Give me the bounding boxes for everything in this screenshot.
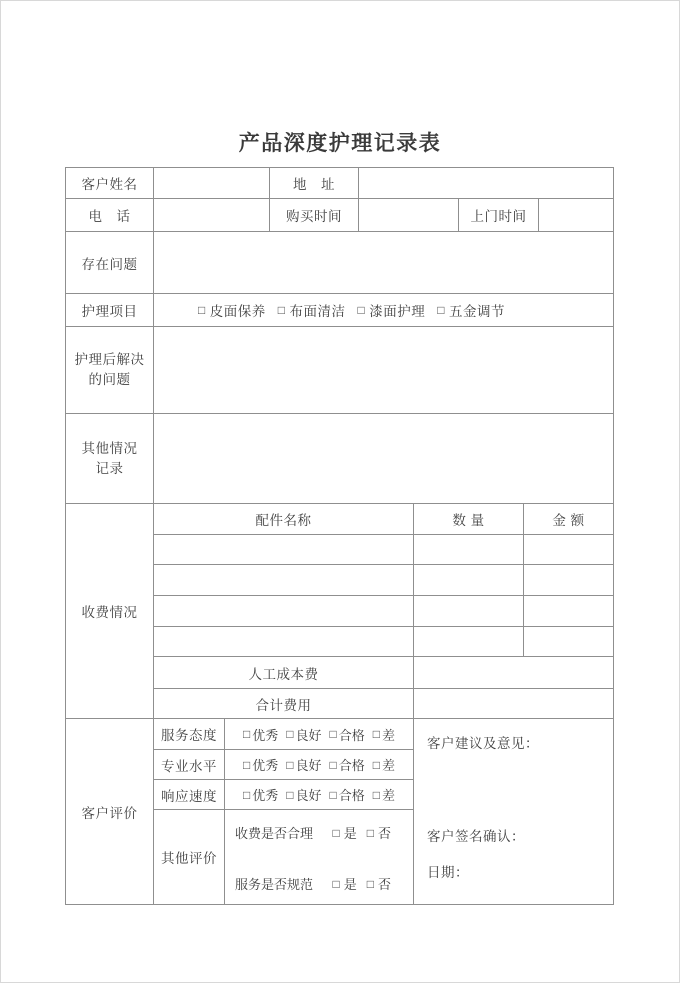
checkbox-icon: □ (357, 303, 366, 317)
care-item-option-label: 布面清洁 (289, 304, 346, 319)
part-qty-cell (414, 535, 524, 565)
eval-option: □ 良好 (286, 727, 322, 743)
eval-criterion-label: 服务态度 (154, 719, 225, 750)
part-name-cell (154, 535, 414, 565)
other-records-label: 其他情况 记录 (66, 414, 154, 504)
checkbox-icon: □ (372, 727, 381, 741)
yes-label: 是 (343, 826, 357, 841)
no-label: 否 (377, 826, 391, 841)
checkbox-icon: □ (332, 876, 340, 891)
parts-row (154, 565, 614, 596)
address-label: 地 址 (270, 168, 359, 199)
eval-criterion-label: 响应速度 (154, 780, 225, 810)
no-label: 否 (377, 877, 391, 892)
eval-options (225, 750, 414, 780)
purchase-time-field (359, 199, 459, 232)
care-item-option-label: 漆面护理 (369, 304, 426, 319)
part-name-cell (154, 565, 414, 596)
phone-label: 电 话 (66, 199, 154, 232)
customer-name-label: 客户姓名 (66, 168, 154, 199)
total-cost-label: 合计费用 (154, 689, 414, 719)
parts-row (154, 596, 614, 627)
eval-option: □ 良好 (286, 757, 322, 773)
labor-cost-label: 人工成本费 (154, 657, 414, 689)
part-qty-cell (414, 627, 524, 657)
care-item-option (437, 300, 505, 320)
form-title: 产品深度护理记录表 (238, 132, 442, 155)
checkbox-icon: □ (366, 876, 374, 891)
eval-row-response-speed (154, 780, 414, 810)
purchase-time-label: 购买时间 (270, 199, 359, 232)
other-records-row (66, 414, 614, 504)
service-standard-options (332, 874, 391, 893)
checkbox-icon: □ (372, 787, 381, 802)
part-qty-cell (414, 565, 524, 596)
charges-label: 收费情况 (66, 504, 154, 719)
service-standard-question: 服务是否规范 (235, 877, 314, 892)
part-name-cell (154, 627, 414, 657)
solved-problems-row (66, 327, 614, 414)
evaluation-label: 客户评价 (66, 719, 154, 905)
labor-cost-row (154, 657, 614, 689)
solved-problems-label: 护理后解决 的问题 (66, 327, 154, 414)
eval-row-professional-level (154, 750, 414, 780)
eval-option: □ 合格 (329, 727, 365, 743)
header-row-1 (66, 168, 614, 199)
care-item-option (358, 300, 426, 320)
evaluation-subtable (154, 719, 414, 905)
customer-name-field (154, 168, 270, 199)
checkbox-icon: □ (242, 787, 251, 802)
amount-header: 金 额 (524, 504, 614, 535)
service-standard-line (235, 874, 391, 893)
checkbox-icon: □ (329, 727, 337, 741)
fee-reasonable-question: 收费是否合理 (235, 826, 314, 841)
part-amount-cell (524, 627, 614, 657)
parts-row (154, 627, 614, 657)
checkbox-icon: □ (242, 727, 251, 741)
fee-reasonable-line (235, 823, 391, 842)
eval-option: □ 合格 (329, 757, 365, 773)
visit-time-label: 上门时间 (459, 199, 539, 232)
checkbox-icon: □ (372, 757, 381, 772)
checkbox-icon: □ (329, 757, 337, 772)
eval-criterion-label: 专业水平 (154, 750, 225, 780)
suggestions-label: 客户建议及意见： (427, 736, 539, 751)
eval-option: □ 合格 (329, 787, 365, 803)
part-amount-cell (524, 535, 614, 565)
care-items-options (154, 294, 614, 327)
date-label: 日期： (427, 865, 469, 880)
evaluation-section (66, 719, 614, 905)
checkbox-icon: □ (332, 825, 340, 840)
care-item-option (278, 300, 346, 320)
eval-option: □ 优秀 (242, 757, 279, 773)
care-item-option (198, 300, 266, 320)
existing-problems-row (66, 232, 614, 294)
care-items-row (66, 294, 614, 327)
eval-row-service-attitude (154, 719, 414, 750)
care-item-option-label: 五金调节 (449, 304, 505, 319)
suggestions-signature-cell (414, 719, 614, 905)
eval-options (225, 780, 414, 810)
checkbox-icon: □ (286, 787, 294, 802)
part-amount-cell (524, 565, 614, 596)
form-table (65, 167, 614, 905)
care-items-label: 护理项目 (66, 294, 154, 327)
checkbox-icon: □ (286, 727, 294, 741)
total-cost-row (154, 689, 614, 719)
visit-time-field (539, 199, 614, 232)
checkbox-icon: □ (277, 303, 286, 317)
eval-option: □ 优秀 (242, 787, 279, 803)
eval-option: □ 良好 (286, 787, 322, 803)
signature-label: 客户签名确认： (427, 829, 525, 844)
charges-section (66, 504, 614, 719)
existing-problems-label: 存在问题 (66, 232, 154, 294)
checkbox-icon: □ (198, 303, 206, 317)
total-cost-field (414, 689, 614, 719)
part-name-header: 配件名称 (154, 504, 414, 535)
existing-problems-field (154, 232, 614, 294)
yes-label: 是 (343, 877, 357, 892)
header-row-2 (66, 199, 614, 232)
labor-cost-field (414, 657, 614, 689)
checkbox-icon: □ (242, 757, 251, 772)
phone-field (154, 199, 270, 232)
eval-option: □ 差 (372, 787, 396, 803)
other-eval-questions (225, 810, 414, 905)
checkbox-icon: □ (329, 787, 337, 802)
checkbox-icon: □ (286, 757, 294, 772)
charges-subtable (154, 504, 614, 719)
care-item-option-label: 皮面保养 (209, 304, 266, 319)
eval-option: □ 优秀 (242, 727, 279, 743)
part-qty-cell (414, 596, 524, 627)
checkbox-icon: □ (437, 303, 445, 317)
checkbox-icon: □ (366, 825, 374, 840)
charges-header-row (154, 504, 614, 535)
eval-row-other (154, 810, 414, 905)
part-amount-cell (524, 596, 614, 627)
part-name-cell (154, 596, 414, 627)
other-eval-label: 其他评价 (154, 810, 225, 905)
address-field (359, 168, 614, 199)
eval-options (225, 719, 414, 750)
parts-row (154, 535, 614, 565)
other-records-field (154, 414, 614, 504)
eval-option: □ 差 (372, 727, 396, 743)
solved-problems-field (154, 327, 614, 414)
quantity-header: 数 量 (414, 504, 524, 535)
fee-reasonable-options (332, 823, 391, 842)
eval-option: □ 差 (372, 757, 396, 773)
